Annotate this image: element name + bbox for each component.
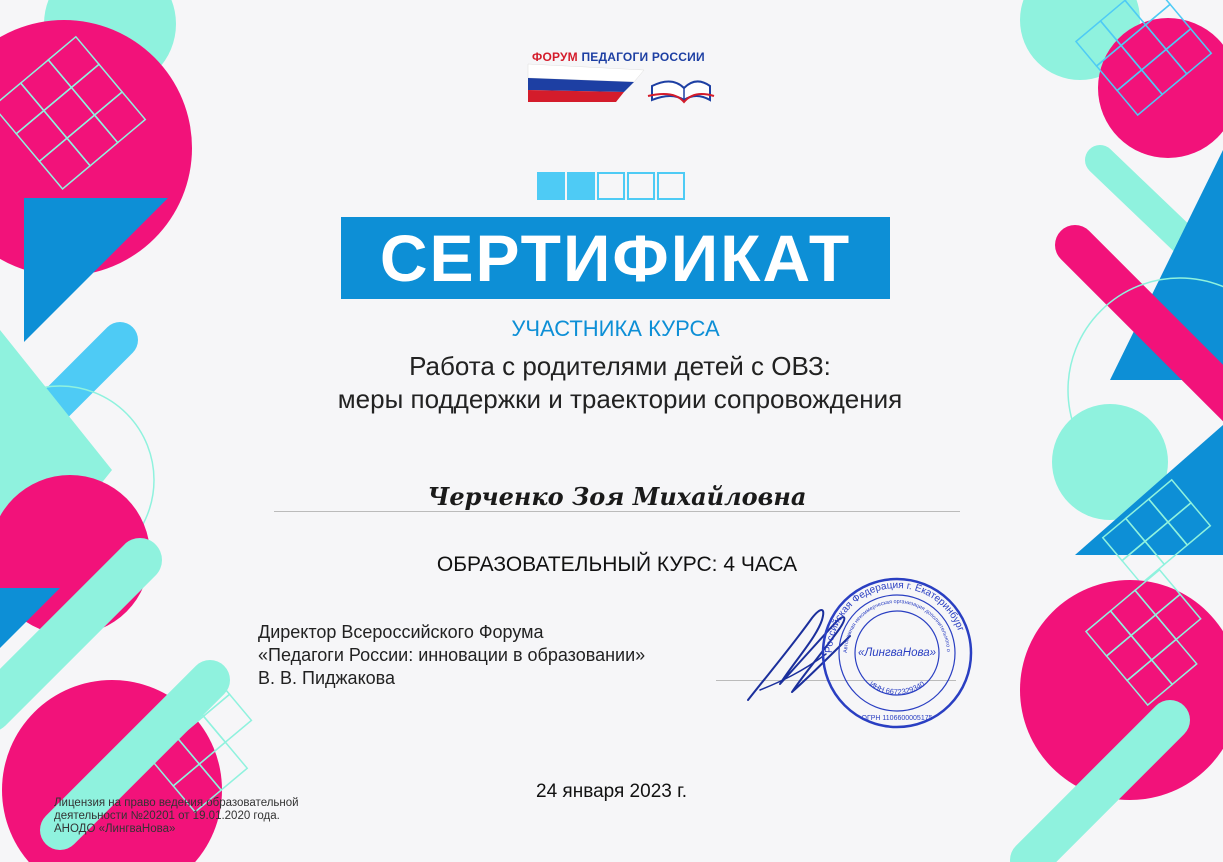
stamp-ogrn: ОГРН 1106600005175 <box>861 715 933 722</box>
director-title: Директор Всероссийского Форума <box>258 622 544 642</box>
director-forum-name: «Педагоги России: инновации в образовании» <box>258 645 646 665</box>
progress-square <box>627 172 655 200</box>
organization-stamp <box>818 574 976 732</box>
flag-book-icon <box>524 60 716 106</box>
course-title-line-2: меры поддержки и траектории сопровождения <box>337 384 903 414</box>
issue-date: 24 января 2023 г. <box>536 781 687 802</box>
director-name: В. В. Пиджакова <box>258 668 396 688</box>
logo-word-pedagogi: ПЕДАГОГИ РОССИИ <box>581 50 705 64</box>
stamp-inn: ИНН 6672329340 <box>867 679 927 697</box>
license-line-1: Лицензия на право ведения образовательной <box>54 797 299 809</box>
title-banner <box>341 217 890 299</box>
progress-square <box>597 172 625 200</box>
license-line-2: деятельности №20201 от 19.01.2020 года. <box>54 810 280 822</box>
license-line-3: АНОДО «ЛингваНова» <box>54 823 176 835</box>
certificate-title: СЕРТИФИКАТ <box>379 221 852 295</box>
course-title-line-1: Работа с родителями детей с ОВЗ: <box>409 351 831 381</box>
stamp-center-text: «ЛингваНова» <box>857 647 937 659</box>
svg-text:ИНН 6672329340 <box>868 679 926 696</box>
progress-squares <box>537 172 685 200</box>
progress-square <box>657 172 685 200</box>
director-block <box>258 621 645 690</box>
stamp-middle-text: Автономная некоммерческая организация дополнительного о <box>842 598 952 654</box>
course-hours: ОБРАЗОВАТЕЛЬНЫЙ КУРС: 4 ЧАСА <box>436 553 798 576</box>
certificate-subtitle: УЧАСТНИКА КУРСА <box>511 316 720 341</box>
license-note <box>54 797 299 836</box>
logo-word-forum: ФОРУМ <box>532 50 578 64</box>
recipient-name: Черченко Зоя Михайловна <box>427 482 807 511</box>
progress-square <box>537 172 565 200</box>
recipient-underline <box>274 511 960 512</box>
progress-square <box>567 172 595 200</box>
stamp-outer-text: Российская Федерация г. Екатеринбург <box>823 579 966 654</box>
forum-logo <box>524 46 716 106</box>
